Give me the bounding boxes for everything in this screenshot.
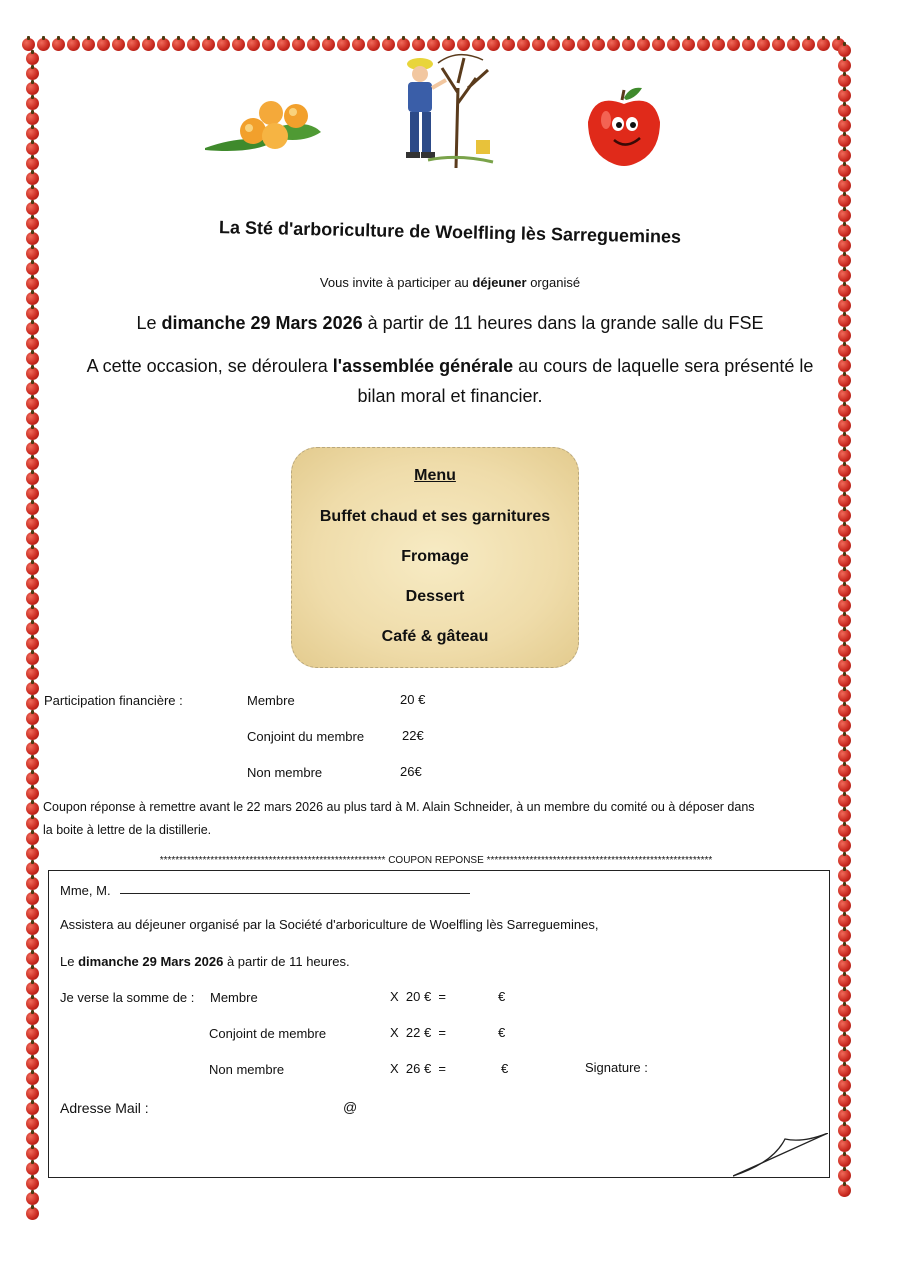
apple-icon [26,742,39,755]
apple-icon [838,119,851,132]
apple-icon [26,697,39,710]
name-label: Mme, M. [60,883,111,898]
apple-icon [26,442,39,455]
apple-icon [838,809,851,822]
apple-icon [838,179,851,192]
apple-icon [97,38,110,51]
apple-icon [838,974,851,987]
apple-icon [26,997,39,1010]
apple-icon [838,599,851,612]
apple-icon [838,1109,851,1122]
apple-icon [26,1192,39,1205]
apple-icon [26,1102,39,1115]
coupon-notice-line: la boite à lettre de la distillerie. [43,823,212,837]
apple-icon [307,38,320,51]
apple-icon [838,1094,851,1107]
apple-icon [26,907,39,920]
apple-icon [26,847,39,860]
apple-icon [802,38,815,51]
apple-icon [697,38,710,51]
apple-icon [637,38,650,51]
apple-icon [838,134,851,147]
apple-icon [26,457,39,470]
price-row-value: 20 € [400,692,426,707]
price-row-value: 26€ [400,764,422,779]
apple-icon [838,929,851,942]
apple-icon [838,749,851,762]
apple-icon [838,689,851,702]
apple-icon [26,727,39,740]
apple-icon [838,719,851,732]
apple-icon [838,629,851,642]
apple-icon [26,817,39,830]
apple-icon [838,1079,851,1092]
apple-icon [26,682,39,695]
apple-icon [232,38,245,51]
apple-icon [682,38,695,51]
apple-icon [26,127,39,140]
menu-title: Menu [414,467,456,484]
apple-icon [838,1034,851,1047]
apple-icon [26,1207,39,1220]
apple-icon [127,38,140,51]
apple-icon [838,539,851,552]
apple-icon [26,112,39,125]
apple-icon [838,1169,851,1182]
apple-icon [187,38,200,51]
apple-icon [26,502,39,515]
gardener-tree-image [398,48,498,172]
signature-label[interactable]: Signature : [585,1060,648,1075]
apple-icon [26,1027,39,1040]
sum-row-currency[interactable]: € [501,1061,509,1076]
apple-icon [26,982,39,995]
apple-icon [838,584,851,597]
apple-icon [838,854,851,867]
apple-icon [838,1004,851,1017]
apple-icon [838,494,851,507]
apple-icon [838,164,851,177]
apple-icon [26,877,39,890]
email-at-sign[interactable]: @ [343,1099,358,1115]
apple-icon [757,38,770,51]
page-title: La Sté d'arboriculture de Woelfling lès Sarreguemines [218,217,682,247]
apple-icon [838,569,851,582]
apple-icon [292,38,305,51]
apple-icon [26,937,39,950]
apricots-image [203,98,325,158]
apple-icon [838,764,851,777]
apple-icon [26,787,39,800]
apple-icon [817,38,830,51]
apple-icon [517,38,530,51]
apple-icon [838,149,851,162]
apple-border-right [838,44,852,1199]
participation-label: Participation financière : [44,693,183,708]
apple-icon [26,1162,39,1175]
apple-icon [838,1064,851,1077]
apple-icon [502,38,515,51]
apple-icon [838,779,851,792]
apple-icon [838,899,851,912]
smiling-apple-image [584,84,664,168]
sum-row-label: Non membre [209,1062,285,1077]
apple-icon [367,38,380,51]
apple-icon [838,524,851,537]
sum-row-label: Membre [210,990,258,1005]
apple-icon [26,487,39,500]
apple-icon [262,38,275,51]
apple-icon [26,67,39,80]
price-row-label: Conjoint du membre [247,729,365,744]
apple-icon [26,1117,39,1130]
apple-icon [26,637,39,650]
apple-icon [532,38,545,51]
apple-icon [26,667,39,680]
apple-icon [838,704,851,717]
apple-icon [838,1049,851,1062]
price-row-value: 22€ [402,728,424,743]
apple-icon [26,922,39,935]
apple-icon [26,97,39,110]
apple-icon [26,1057,39,1070]
apple-icon [26,952,39,965]
apple-icon [562,38,575,51]
menu-box [291,447,579,668]
sum-row-mult: X 26 € = [390,1061,447,1076]
apple-icon [838,914,851,927]
apple-icon [838,1154,851,1167]
apple-icon [26,472,39,485]
apple-icon [838,89,851,102]
apple-icon [26,1147,39,1160]
apple-icon [712,38,725,51]
apple-icon [26,412,39,425]
apple-icon [622,38,635,51]
coupon-separator: ********************************************************** COUPON REPONSE ********************************************************** [159,855,713,866]
apple-icon [838,554,851,567]
apple-icon [26,142,39,155]
apple-icon [26,577,39,590]
apple-icon [772,38,785,51]
apple-icon [26,652,39,665]
apple-icon [838,479,851,492]
apple-icon [547,38,560,51]
apple-icon [838,44,851,57]
apple-icon [26,622,39,635]
apple-icon [787,38,800,51]
apple-icon [838,299,851,312]
apple-icon [67,38,80,51]
apple-icon [838,449,851,462]
apple-icon [838,104,851,117]
apple-icon [26,967,39,980]
apple-icon [37,38,50,51]
apple-icon [26,862,39,875]
apple-icon [26,562,39,575]
apple-icon [142,38,155,51]
apple-icon [838,209,851,222]
attend-text: Assistera au déjeuner organisé par la Société d'arboriculture de Woelfling lès Sarreguemines, [60,917,599,932]
apple-icon [322,38,335,51]
apple-icon [838,794,851,807]
price-row-label: Membre [247,693,295,708]
email-label: Adresse Mail : [60,1100,149,1116]
apple-icon [592,38,605,51]
name-field[interactable] [120,893,470,894]
apple-icon [52,38,65,51]
apple-icon [667,38,680,51]
apple-icon [838,1184,851,1197]
apple-icon [26,547,39,560]
apple-icon [26,262,39,275]
apple-icon [382,38,395,51]
apple-icon [838,1124,851,1137]
apple-icon [26,1177,39,1190]
apple-icon [172,38,185,51]
apple-icon [157,38,170,51]
page-curl-icon [733,1133,828,1177]
apple-icon [26,187,39,200]
apple-icon [26,1012,39,1025]
apple-icon [26,802,39,815]
apple-icon [838,734,851,747]
apple-icon [337,38,350,51]
apple-icon [26,337,39,350]
sum-row-currency[interactable]: € [498,1025,506,1040]
apple-icon [202,38,215,51]
invite-line: Vous invite à participer au déjeuner organisé [319,275,581,290]
apple-icon [838,1139,851,1152]
apple-icon [838,74,851,87]
event-date-line: Le dimanche 29 Mars 2026 à partir de 11 heures dans la grande salle du FSE [136,313,764,333]
sum-row-currency[interactable]: € [498,989,506,1004]
apple-icon [26,157,39,170]
apple-icon [838,59,851,72]
apple-icon [838,254,851,267]
apple-icon [26,1072,39,1085]
apple-icon [838,869,851,882]
menu-item: Buffet chaud et ses garnitures [319,508,551,525]
menu-item: Fromage [401,548,469,565]
apple-icon [82,38,95,51]
sum-row-mult: X 22 € = [390,1025,447,1040]
apple-icon [742,38,755,51]
apple-icon [277,38,290,51]
apple-icon [26,892,39,905]
sum-row-mult: X 20 € = [390,989,447,1004]
apple-icon [26,757,39,770]
apple-icon [838,509,851,522]
apple-icon [838,434,851,447]
assembly-line: A cette occasion, se déroulera l'assemblée générale au cours de laquelle sera présenté le [86,356,814,376]
apple-icon [26,1042,39,1055]
coupon-date-line: Le dimanche 29 Mars 2026 à partir de 11 heures. [60,954,350,969]
apple-icon [352,38,365,51]
apple-icon [26,607,39,620]
apple-icon [838,614,851,627]
apple-icon [112,38,125,51]
apple-icon [26,772,39,785]
sum-label: Je verse la somme de : [60,990,195,1005]
sum-row-label: Conjoint de membre [209,1026,327,1041]
apple-icon [838,674,851,687]
apple-icon [838,839,851,852]
apple-icon [26,592,39,605]
apple-icon [838,944,851,957]
apple-icon [26,247,39,260]
coupon-notice-line: Coupon réponse à remettre avant le 22 mars 2026 au plus tard à M. Alain Schneider, à un membre du comité ou à déposer dans [43,800,755,814]
apple-icon [26,832,39,845]
assembly-line-2: bilan moral et financier. [357,386,543,406]
menu-item: Dessert [405,588,465,605]
apple-icon [26,172,39,185]
apple-icon [26,292,39,305]
apple-icon [838,644,851,657]
apple-icon [838,464,851,477]
apple-icon [26,517,39,530]
apple-icon [838,194,851,207]
apple-icon [247,38,260,51]
apple-icon [26,427,39,440]
apple-icon [838,884,851,897]
apple-icon [26,712,39,725]
apple-icon [607,38,620,51]
apple-icon [652,38,665,51]
apple-icon [26,532,39,545]
apple-icon [26,1087,39,1100]
price-row-label: Non membre [247,765,323,780]
apple-icon [217,38,230,51]
apple-icon [838,659,851,672]
apple-icon [26,82,39,95]
apple-icon [838,419,851,432]
apple-icon [26,1132,39,1145]
apple-icon [727,38,740,51]
apple-icon [838,989,851,1002]
apple-icon [838,824,851,837]
apple-icon [838,959,851,972]
apple-icon [26,52,39,65]
apple-icon [838,1019,851,1032]
coupon-separator-label: COUPON REPONSE [388,855,484,866]
menu-item: Café & gâteau [381,628,489,645]
apple-icon [577,38,590,51]
